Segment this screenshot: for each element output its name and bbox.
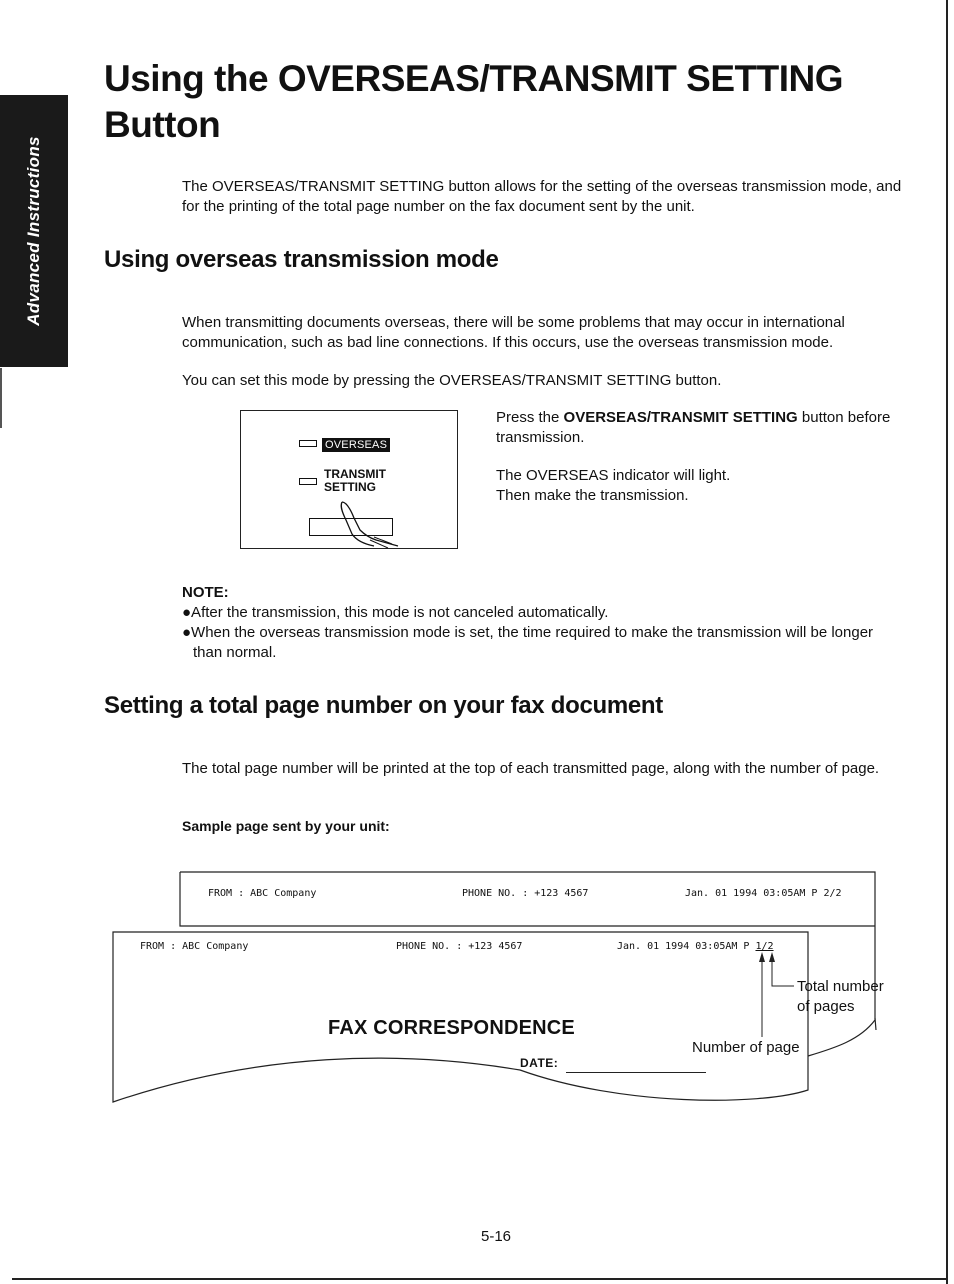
front-page-date: Jan. 01 1994 03:05AM P 1/2 (617, 941, 774, 952)
chapter-side-tab (0, 95, 68, 367)
page-marker: 1/2 (755, 941, 774, 952)
sample-page-heading: Sample page sent by your unit: (182, 818, 390, 834)
section-heading-overseas: Using overseas transmission mode (104, 246, 499, 273)
page-number: 5-16 (481, 1228, 512, 1245)
right-border-line (946, 0, 948, 1284)
back-page-phone: PHONE NO. : +123 4567 (462, 888, 589, 899)
section-heading-total-page: Setting a total page number on your fax document (104, 692, 663, 719)
total-page-paragraph: The total page number will be printed at the top of each transmitted page, along with the number of page. (182, 760, 880, 777)
intro-paragraph: The OVERSEAS/TRANSMIT SETTING button allows for the setting of the overseas transmission mode, and for the printing of the total page number on the fax document sent by the unit. (182, 178, 902, 215)
press-instruction: Press the OVERSEAS/TRANSMIT SETTING button before transmission. (496, 409, 891, 446)
overseas-paragraph-2: You can set this mode by pressing the OVERSEAS/TRANSMIT SETTING button. (182, 372, 722, 389)
fax-correspondence-title: FAX CORRESPONDENCE (328, 1017, 575, 1039)
transmit-setting-label (324, 468, 386, 494)
transmit-label: TRANSMIT (324, 467, 386, 481)
page-title: Using the OVERSEAS/TRANSMIT SETTING Button (104, 58, 843, 145)
note-item: ●When the overseas transmission mode is set, the time required to make the transmission will be longer than normal. (182, 624, 874, 661)
transmit-setting-indicator-lamp (299, 478, 317, 485)
callout-total-pages: Total number of pages (797, 978, 884, 1015)
fax-date-label: DATE: (520, 1056, 559, 1070)
callout-number-of-page: Number of page (692, 1039, 800, 1056)
front-page-phone: PHONE NO. : +123 4567 (396, 941, 523, 952)
overseas-indicator-lamp (299, 440, 317, 447)
left-margin-mark (0, 368, 2, 428)
overseas-indicator-label: OVERSEAS (322, 438, 390, 452)
note-item: ●After the transmission, this mode is not canceled automatically. (182, 604, 609, 621)
indicator-instruction: The OVERSEAS indicator will light. (496, 467, 731, 484)
fax-date-line (566, 1072, 706, 1073)
bottom-border-line (12, 1278, 946, 1280)
back-page-date: Jan. 01 1994 03:05AM P 2/2 (685, 888, 842, 899)
front-page-from: FROM : ABC Company (140, 941, 249, 952)
pressing-finger-icon (330, 500, 410, 550)
overseas-paragraph: When transmitting documents overseas, there will be some problems that may occur in international communication, such as bad line connections. If this occurs, use the overseas transmission mode. (182, 314, 845, 351)
note-list (182, 603, 902, 663)
transmit-instruction: Then make the transmission. (496, 487, 689, 504)
note-heading: NOTE: (182, 584, 229, 601)
setting-label: SETTING (324, 480, 377, 494)
back-page-from: FROM : ABC Company (208, 888, 317, 899)
chapter-side-tab-label: Advanced Instructions (24, 136, 43, 326)
